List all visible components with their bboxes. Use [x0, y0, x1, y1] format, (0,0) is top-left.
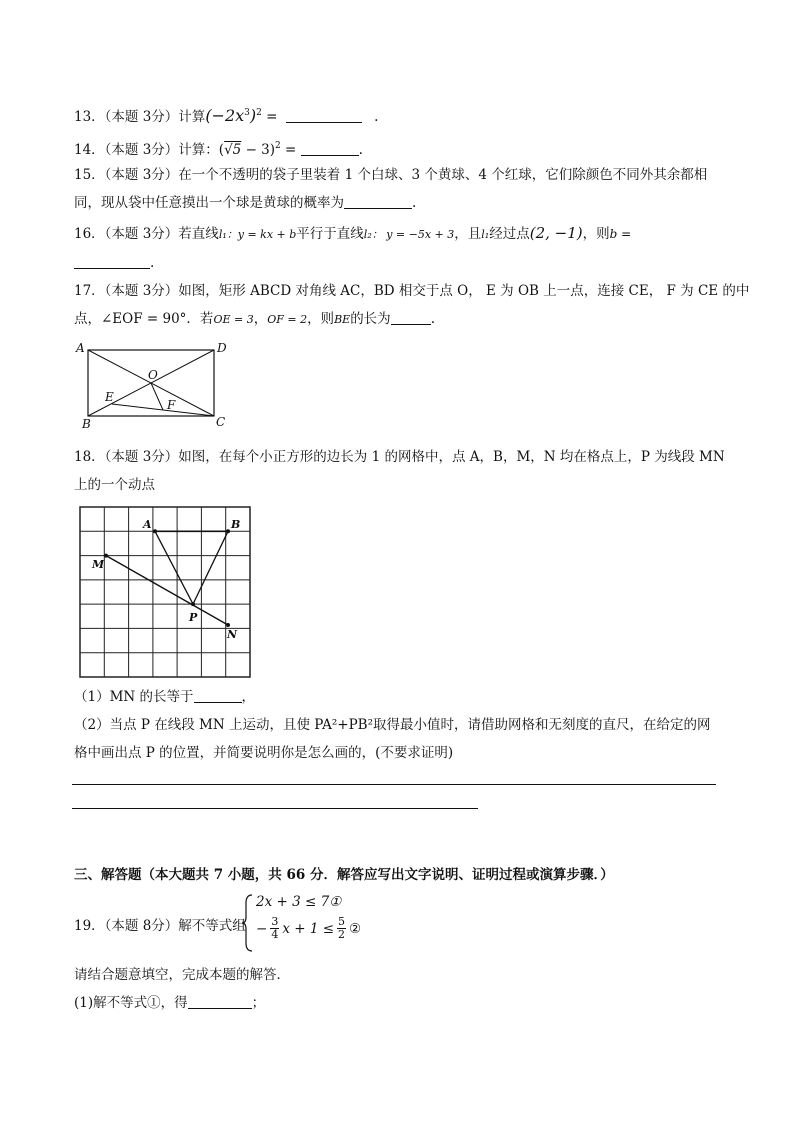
q16-mid4: ，则: [582, 226, 610, 242]
inequality-2: [256, 916, 361, 941]
q15-line2: [74, 194, 416, 212]
q13-expr-close: ): [249, 106, 257, 125]
point-a: [153, 529, 157, 533]
q13-answer-blank[interactable]: [286, 108, 362, 123]
q16-mid2: ，且: [454, 226, 482, 242]
brace-icon: [240, 893, 254, 953]
answer-line-1[interactable]: [72, 784, 716, 785]
q18-part2-line2: 格中画出点 P 的位置，并简要说明你是怎么画的，(不要求证明): [74, 745, 454, 761]
q19-step1-blank[interactable]: [188, 994, 252, 1009]
q19-step1-end: ；: [251, 995, 266, 1011]
grid-border: [80, 507, 250, 677]
q14-mid: − 3): [241, 142, 276, 158]
segment-bp: [193, 531, 228, 604]
q17-answer-blank[interactable]: [391, 310, 431, 325]
q17-period: .: [430, 311, 435, 327]
label-c: C: [216, 415, 226, 429]
q16-l2-expr: l₂： y = −5x + 3: [363, 228, 455, 241]
grid-label-p: P: [189, 611, 198, 624]
point-p: [191, 602, 195, 606]
q16-mid3: 经过点: [489, 226, 530, 242]
q16-mid: 平行于直线: [296, 226, 364, 242]
rectangle-figure: [72, 338, 242, 430]
q13-period: .: [374, 109, 379, 125]
ineq2-rnum: 5: [338, 915, 346, 928]
q18-part2-line1: （2）当点 P 在线段 MN 上运动，且使 PA²+PB²取得最小值时，请借助网格和无刻度的直尺，在给定的网: [74, 717, 711, 733]
q17-be: BE: [334, 313, 351, 326]
label-f: F: [167, 398, 176, 412]
q17-line2c: 的长为: [350, 311, 391, 327]
answer-line-2[interactable]: [72, 808, 478, 809]
q15-line2-text: 同，现从袋中任意摸出一个球是黄球的概率为: [74, 195, 344, 211]
segment-ap: [155, 531, 193, 604]
q14-equals: =: [280, 142, 301, 158]
q18-part1-blank[interactable]: [194, 688, 242, 703]
label-b: B: [82, 417, 91, 430]
point-b: [226, 529, 230, 533]
grid-label-a: A: [143, 518, 152, 531]
label-d: D: [217, 341, 227, 355]
q19-prefix: 19．（本题 8分）解不等式组: [74, 918, 246, 934]
q17-sep: ，: [253, 311, 268, 327]
q13-outer-exp: 2: [256, 108, 262, 118]
q16-answer-line: [74, 254, 154, 272]
q15-period: .: [412, 195, 417, 211]
q18-part1: [74, 688, 255, 706]
ineq2-rhs-fraction: [337, 916, 346, 941]
q19-step1-text: (1)解不等式①，得: [74, 995, 188, 1011]
q13-expr-open: (−2x: [205, 106, 245, 125]
ineq2-rden: 2: [338, 928, 346, 941]
q15-line1: 15．（本题 3分）在一个不透明的袋子里装着 1 个白球、3 个黄球、4 个红球，它们除颜色不同外其余都相: [74, 167, 708, 183]
grid-label-n: N: [227, 628, 238, 641]
section-3-title: 三、解答题（本大题共 7 小题，共 66 分．解答应写出文字说明、证明过程或演算步骤．）: [74, 867, 614, 883]
point-n: [226, 623, 230, 627]
q13-expr-exp: 3: [244, 108, 250, 118]
question-14: [74, 137, 363, 159]
q19-instruction: 请结合题意填空，完成本题的解答．: [74, 967, 290, 983]
q17-oe: OE = 3: [213, 313, 254, 326]
question-16: [74, 224, 631, 244]
q14-period: .: [358, 142, 363, 158]
q17-line2: [74, 310, 435, 329]
grid-label-b: B: [231, 518, 241, 531]
q14-exp: 2: [275, 141, 281, 151]
inequality-1: 2x + 3 ≤ 7①: [256, 894, 342, 910]
ineq2-fraction: [270, 916, 279, 941]
q17-of: OF = 2: [267, 313, 308, 326]
label-e: E: [105, 390, 114, 404]
q16-b: b =: [609, 227, 632, 241]
q18-line2: 上的一个动点: [74, 477, 155, 493]
grid-figure[interactable]: [74, 503, 258, 679]
q13-equals: =: [261, 109, 282, 125]
segment-of: [151, 383, 163, 410]
q19-step1: [74, 994, 265, 1012]
ineq2-mark: ②: [349, 920, 362, 937]
grid-lines: [80, 507, 250, 677]
q14-answer-blank[interactable]: [301, 141, 359, 156]
q18-line1: 18．（本题 3分）如图，在每个小正方形的边长为 1 的网格中，点 A，B，M，N 均在格点上，P 为线段 MN: [74, 449, 725, 465]
q16-l1b: l₁: [481, 228, 490, 241]
q18-part1-end: ，: [241, 689, 256, 705]
ineq2-minus: −: [256, 920, 268, 937]
question-13: [74, 104, 378, 126]
q17-line1: 17．（本题 3分）如图，矩形 ABCD 对角线 AC，BD 相交于点 O， E 为 OB 上一点，连接 CE， F 为 CE 的中: [74, 283, 750, 299]
point-m: [104, 554, 108, 558]
q17-line2a: 点，∠EOF = 90°．若: [74, 311, 214, 327]
q16-answer-blank[interactable]: [74, 254, 150, 269]
q14-sqrt: √5: [224, 142, 242, 158]
q16-prefix: 16．（本题 3分）若直线: [74, 226, 219, 242]
segment-mn: [106, 556, 228, 625]
q16-l1-expr: l₁：y = kx + b: [218, 228, 297, 241]
grid-label-m: M: [92, 558, 105, 571]
q16-period: .: [150, 255, 155, 271]
ineq2-mid: x + 1 ≤: [282, 920, 335, 937]
q15-answer-blank[interactable]: [344, 194, 412, 209]
q16-point: (2, −1): [529, 224, 583, 242]
q18-part1-text: （1）MN 的长等于: [74, 689, 194, 705]
q14-prefix: 14．（本题 3分）计算：(: [74, 142, 225, 158]
ineq2-den: 4: [271, 928, 279, 941]
label-a: A: [76, 341, 85, 355]
q13-prefix: 13．（本题 3分）计算: [74, 109, 206, 125]
inequality-brace: [240, 893, 254, 953]
ineq2-num: 3: [271, 915, 279, 928]
label-o: O: [148, 368, 158, 382]
q17-line2b: ，则: [307, 311, 335, 327]
